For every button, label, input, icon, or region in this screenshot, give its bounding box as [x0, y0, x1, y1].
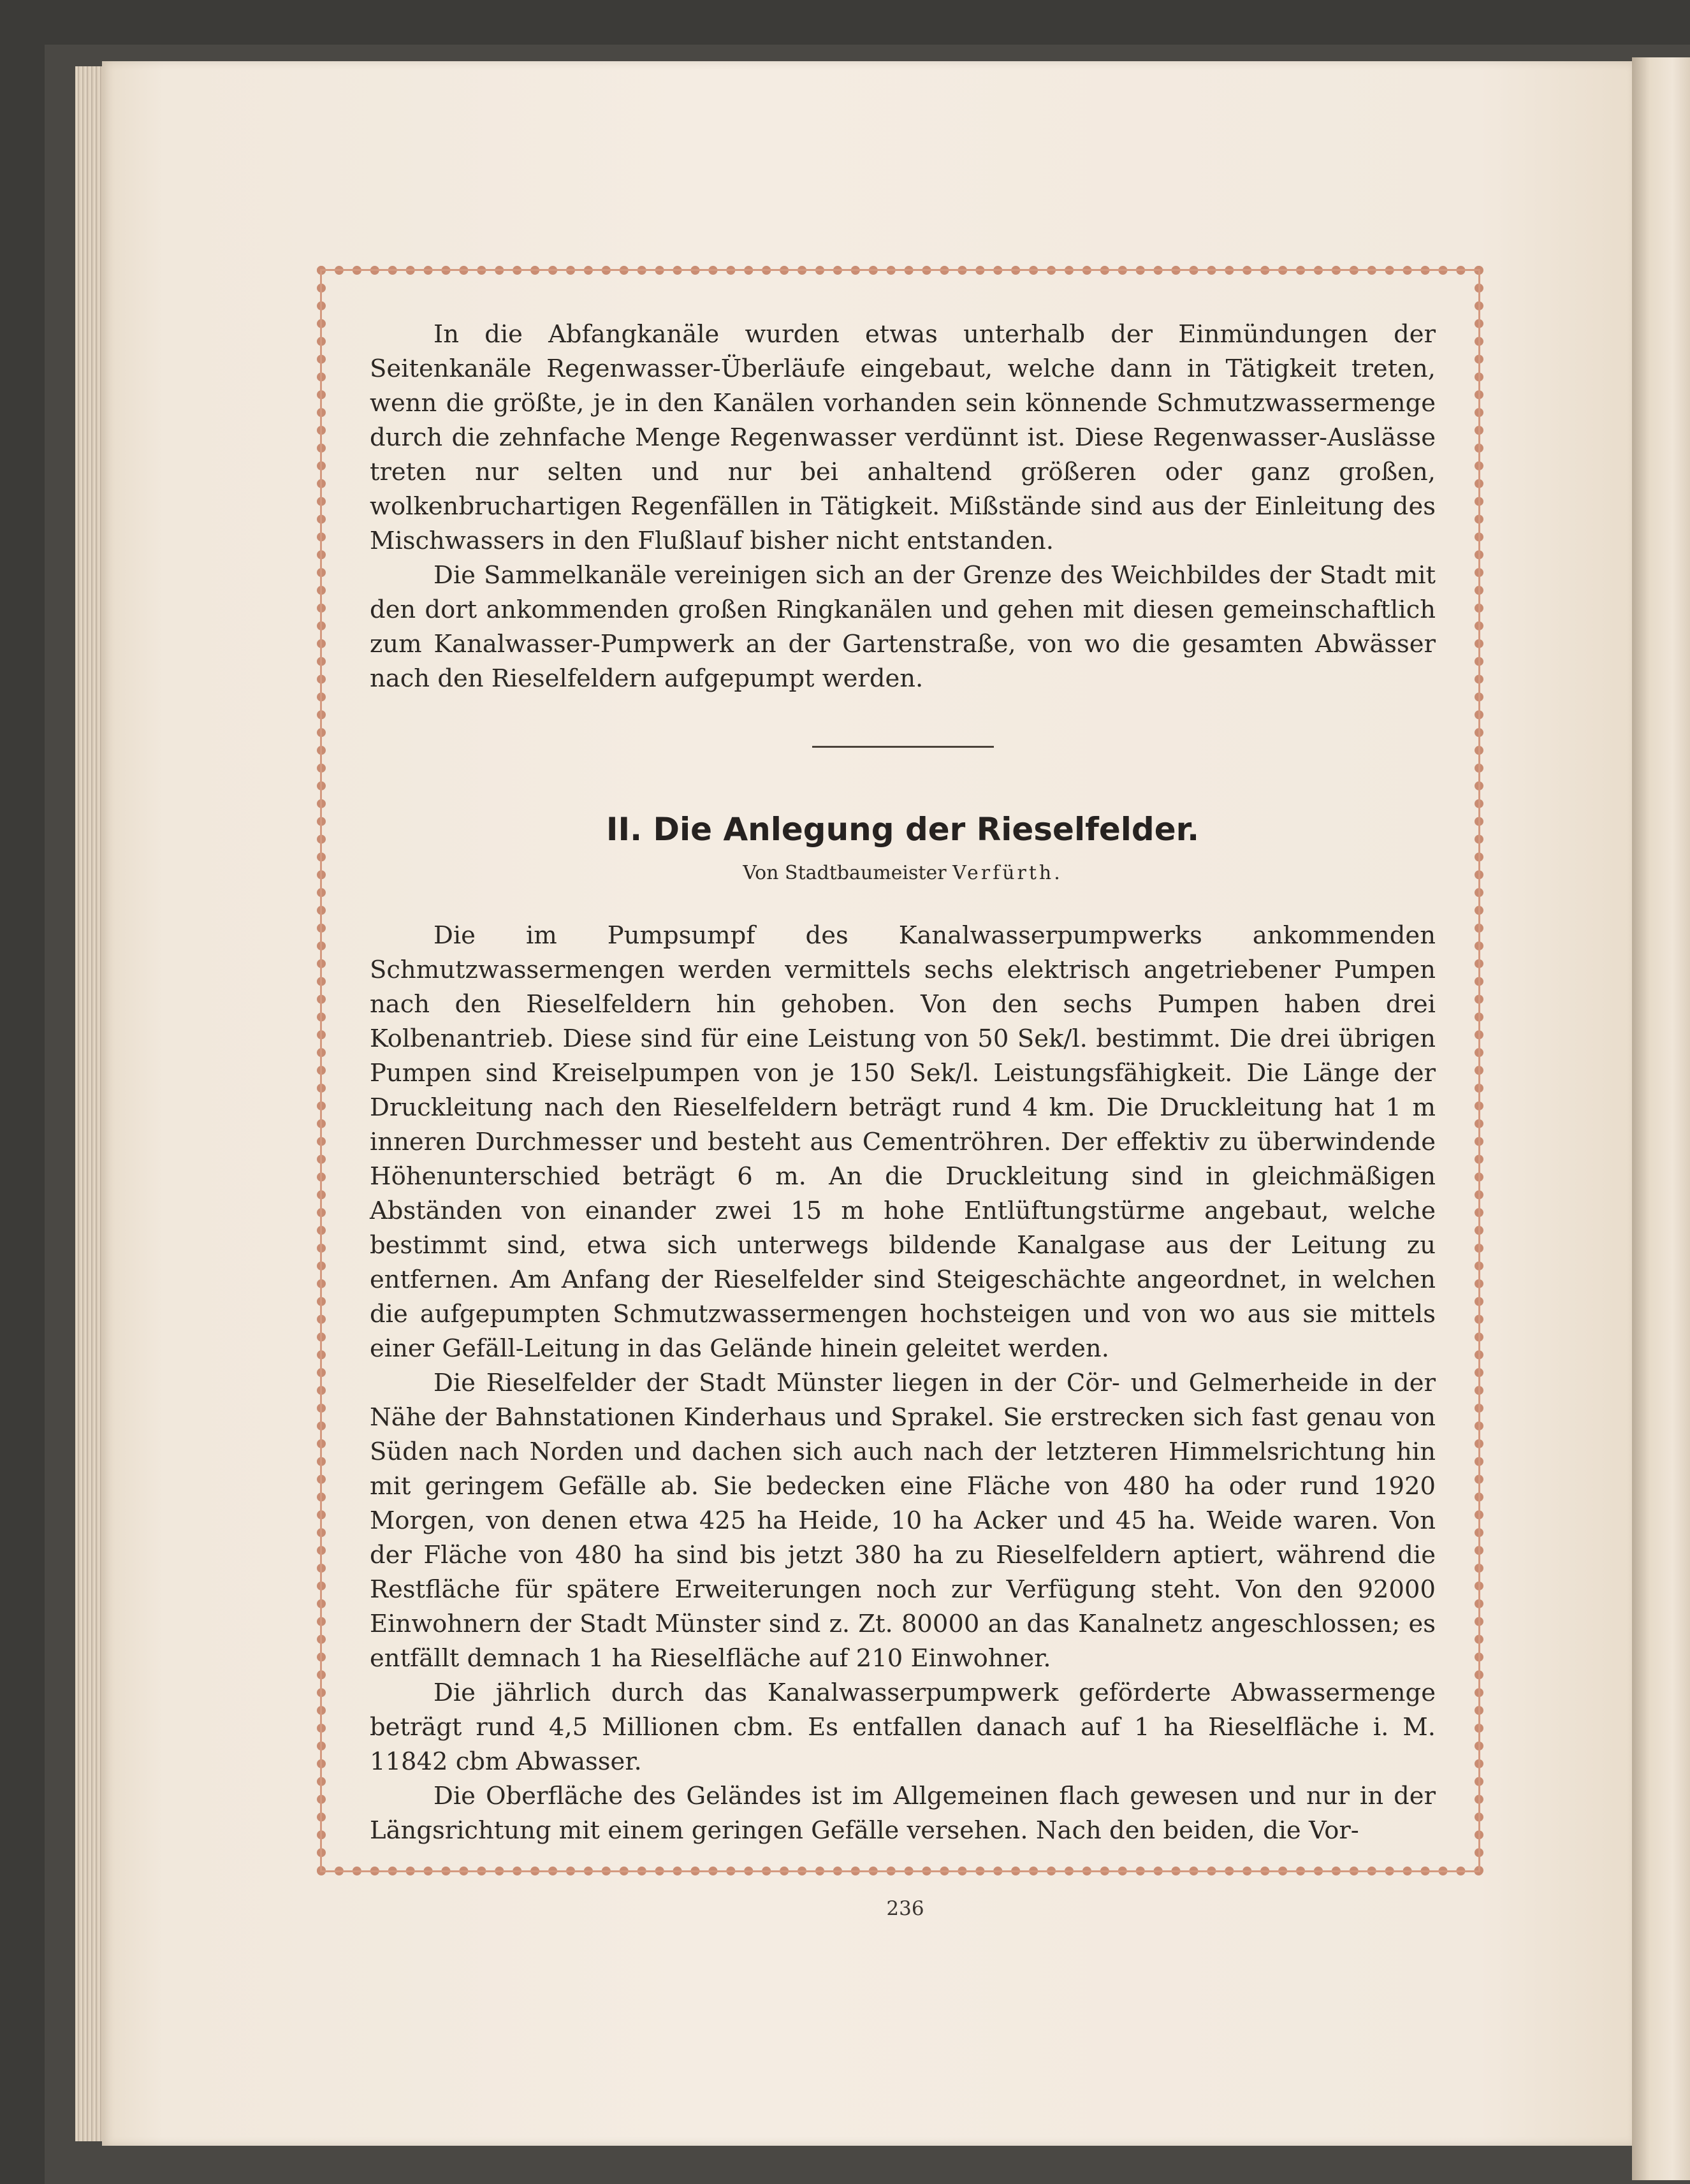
paragraph-3: Die im Pumpsumpf des Kanalwasserpumpwerks ankommenden Schmutzwassermengen werden vermittels sechs elektrisch angetriebener Pumpen nach den Rieselfeldern hin gehoben. Von den sechs Pumpen haben drei Kolbenantrieb. Diese sind für eine Leistung von 50 Sek/l. bestimmt. Die drei übrigen Pumpen sind Kreiselpumpen von je 150 Sek/l. Leistungsfähigkeit. Die Länge der Druckleitung nach den Rieselfeldern beträgt rund 4 km. Die Druckleitung hat 1 m inneren Durchmesser und besteht aus Cementröhren. Der effektiv zu überwindende Höhenunterschied beträgt 6 m. An die Druckleitung sind in gleichmäßigen Abständen von einander zwei 15 m hohe Entlüftungstürme angebaut, welche bestimmt sind, etwa sich unterwegs bildende Kanalgase aus der Leitung zu entfernen. Am Anfang der Rieselfelder sind Steigeschächte angeordnet, in welchen die aufgepumpten Schmutzwassermengen hochsteigen und von wo aus sie mittels einer Gefäll-Leitung in das Gelände hinein geleitet werden. [370, 921, 1436, 1363]
text-block [370, 317, 1436, 1848]
paragraph-2: Die Sammelkanäle vereinigen sich an der Grenze des Weichbildes der Stadt mit den dort ankommenden großen Ringkanälen und gehen mit diesen gemeinschaftlich zum Kanalwasser-Pumpwerk an der Gartenstraße, von wo die gesamten Abwässer nach den Rieselfeldern aufgepumpt werden. [370, 561, 1436, 693]
page-number: 236 [886, 1897, 924, 1920]
paragraph-4: Die Rieselfelder der Stadt Münster liegen in der Cör- und Gelmerheide in der Nähe der Bahnstationen Kinderhaus und Sprakel. Sie erstrecken sich fast genau von Süden nach Norden und dachen sich auch nach der letzteren Himmelsrichtung hin mit geringem Gefälle ab. Sie bedecken eine Fläche von 480 ha oder rund 1920 Morgen, von denen etwa 425 ha Heide, 10 ha Acker und 45 ha. Weide waren. Von der Fläche von 480 ha sind bis jetzt 380 ha zu Rieselfeldern aptiert, während die Restfläche für spätere Erweiterungen noch zur Verfügung steht. Von den 92000 Einwohnern der Stadt Münster sind z. Zt. 80000 an das Kanalnetz angeschlossen; es entfällt demnach 1 ha Rieselfläche auf 210 Einwohner. [370, 1369, 1436, 1673]
paragraph-6: Die Oberfläche des Geländes ist im Allgemeinen flach gewesen und nur in der Längsrichtung mit einem geringen Gefälle versehen. Nach den beiden, die Vor- [370, 1782, 1436, 1845]
paragraph-5: Die jährlich durch das Kanalwasserpumpwerk geförderte Abwassermenge beträgt rund 4,5 Millionen cbm. Es entfallen danach auf 1 ha Rieselfläche i. M. 11842 cbm Abwasser. [370, 1678, 1436, 1776]
section-title: II. Die Anlegung der Rieselfelder. [606, 811, 1200, 848]
facing-page-edge [1632, 57, 1690, 2180]
section-author [370, 860, 1436, 887]
paragraph-1: In die Abfangkanäle wurden etwas unterhalb der Einmündungen der Seitenkanäle Regenwasser-Überläufe eingebaut, welche dann in Tätigkeit treten, wenn die größte, je in den Kanälen vorhanden sein könnende Schmutzwassermenge durch die zehnfache Menge Regenwasser verdünnt ist. Diese Regenwasser-Auslässe treten nur selten und nur bei anhaltend größeren oder ganz großen, wolkenbruchartigen Regenfällen in Tätigkeit. Mißstände sind aus der Einleitung des Mischwassers in den Flußlauf bisher nicht entstanden. [370, 320, 1436, 555]
section-divider [812, 746, 994, 748]
author-prefix: Von Stadtbaumeister [743, 862, 947, 884]
author-name: Verfürth. [952, 862, 1063, 884]
